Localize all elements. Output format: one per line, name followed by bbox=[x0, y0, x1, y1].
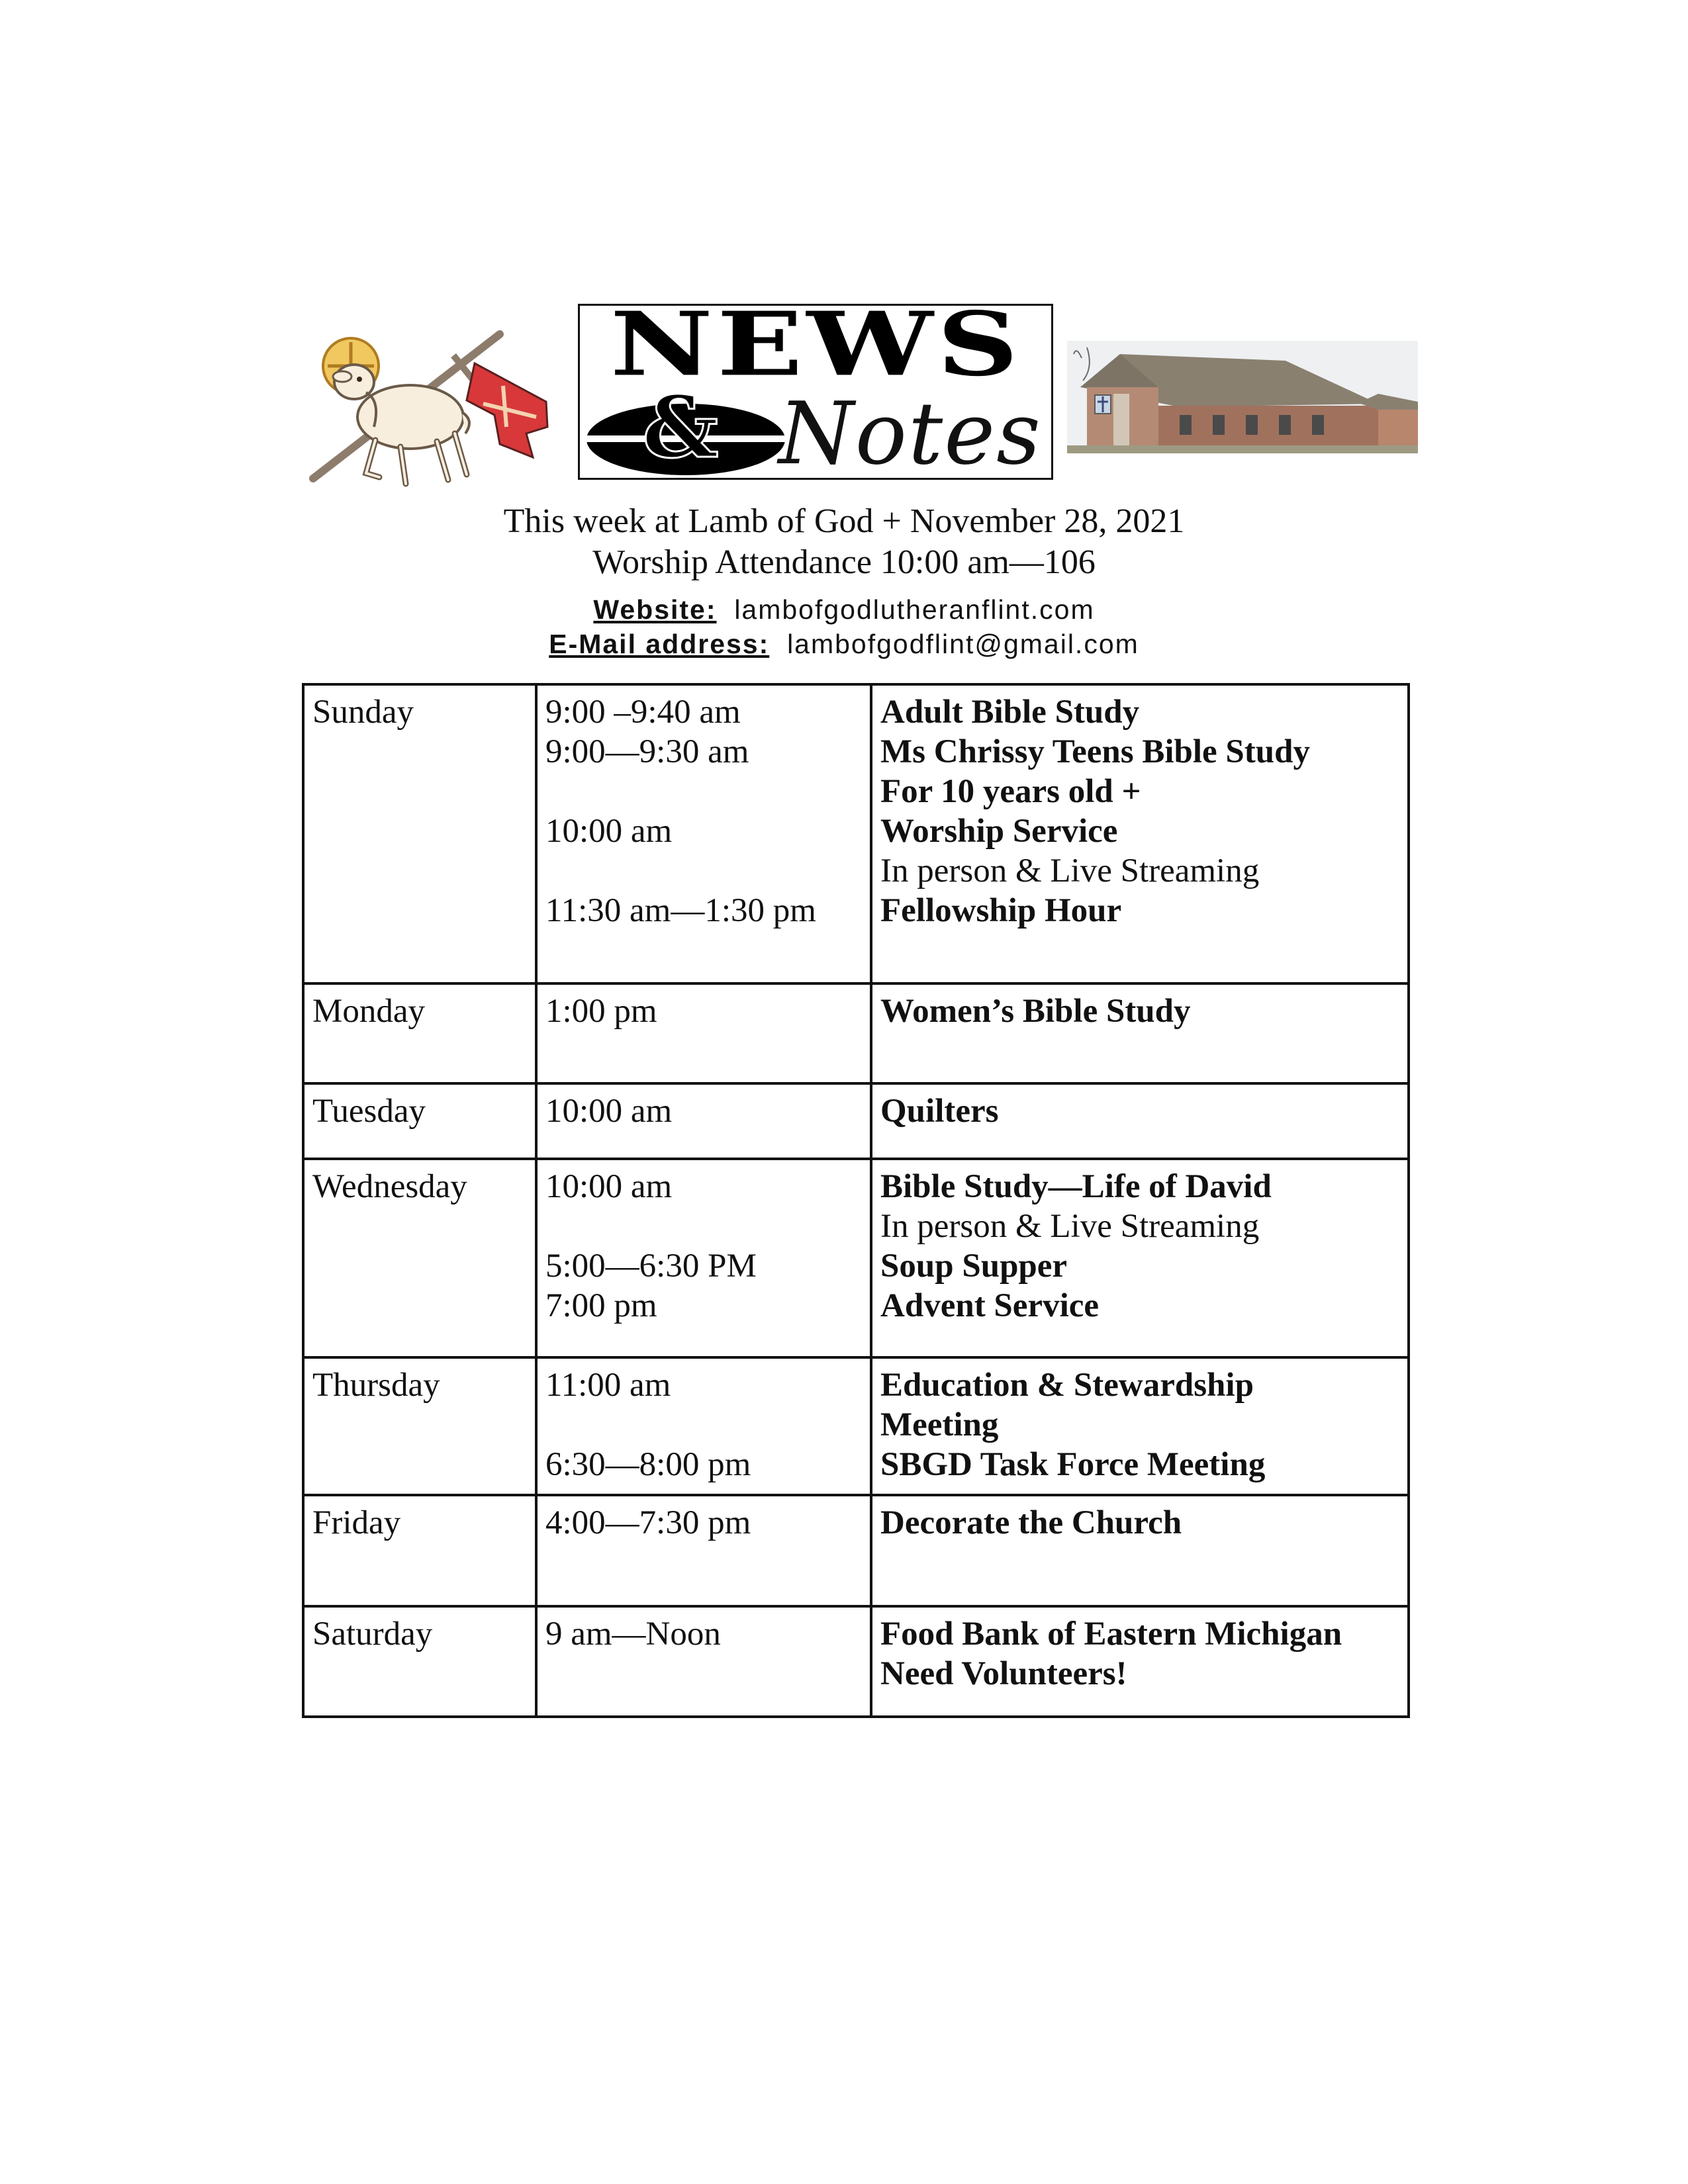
table-row-saturday bbox=[303, 1606, 1409, 1717]
event-entry: Ms Chrissy Teens Bible Study bbox=[880, 733, 1311, 770]
time-entry: 6:30—8:00 pm bbox=[545, 1446, 751, 1483]
event-entry: Adult Bible Study bbox=[880, 694, 1140, 731]
masthead-ampersand: & bbox=[642, 378, 719, 477]
day-label: Sunday bbox=[312, 694, 414, 731]
time-cell bbox=[536, 1606, 871, 1717]
email-value[interactable]: lambofgodflint@gmail.com bbox=[787, 629, 1139, 659]
worship-attendance: Worship Attendance 10:00 am—106 bbox=[592, 543, 1096, 581]
event-entry: Food Bank of Eastern Michigan bbox=[880, 1615, 1342, 1653]
event-entry: Bible Study—Life of David bbox=[880, 1168, 1272, 1205]
time-cell bbox=[536, 1357, 871, 1495]
church-building-photo bbox=[1067, 341, 1418, 453]
event-entry: SBGD Task Force Meeting bbox=[880, 1446, 1266, 1483]
event-cell bbox=[871, 1495, 1409, 1606]
day-cell bbox=[303, 1606, 536, 1717]
news-and-notes-masthead bbox=[578, 304, 1053, 480]
event-cell bbox=[871, 1083, 1409, 1159]
lamb-of-god-emblem bbox=[301, 328, 573, 496]
time-entry: 7:00 pm bbox=[545, 1287, 657, 1324]
time-entry: 9:00—9:30 am bbox=[545, 733, 749, 770]
time-entry: 10:00 am bbox=[545, 813, 673, 850]
time-entry: 9 am—Noon bbox=[545, 1615, 721, 1653]
day-label: Monday bbox=[312, 993, 425, 1030]
time-entry: 10:00 am bbox=[545, 1093, 673, 1130]
event-note: In person & Live Streaming bbox=[880, 852, 1260, 889]
time-entry: 11:30 am—1:30 pm bbox=[545, 892, 816, 929]
table-row-thursday bbox=[303, 1357, 1409, 1495]
table-row-monday bbox=[303, 983, 1409, 1083]
day-label: Saturday bbox=[312, 1615, 433, 1653]
event-cell bbox=[871, 684, 1409, 983]
event-cell bbox=[871, 1606, 1409, 1717]
event-entry: Fellowship Hour bbox=[880, 892, 1122, 929]
time-cell bbox=[536, 684, 871, 983]
day-label: Friday bbox=[312, 1504, 401, 1541]
event-entry: Decorate the Church bbox=[880, 1504, 1182, 1541]
day-label: Tuesday bbox=[312, 1093, 426, 1130]
event-cell bbox=[871, 983, 1409, 1083]
time-entry: 9:00 –9:40 am bbox=[545, 694, 741, 731]
website-label: Website: bbox=[593, 594, 717, 625]
day-cell bbox=[303, 1159, 536, 1357]
time-entry: 1:00 pm bbox=[545, 993, 657, 1030]
event-note: In person & Live Streaming bbox=[880, 1208, 1260, 1245]
day-cell bbox=[303, 1357, 536, 1495]
table-row-friday bbox=[303, 1495, 1409, 1606]
day-label: Thursday bbox=[312, 1367, 440, 1404]
day-cell bbox=[303, 1083, 536, 1159]
event-entry: Advent Service bbox=[880, 1287, 1100, 1324]
time-entry: 4:00—7:30 pm bbox=[545, 1504, 751, 1541]
time-entry: 5:00—6:30 PM bbox=[545, 1248, 757, 1285]
event-entry: Women’s Bible Study bbox=[880, 993, 1191, 1030]
event-entry: For 10 years old + bbox=[880, 773, 1141, 810]
masthead-notes: Notes bbox=[778, 383, 1042, 480]
email-line bbox=[0, 629, 1688, 660]
website-line bbox=[0, 594, 1688, 625]
time-entry: 11:00 am bbox=[545, 1367, 671, 1404]
event-cell bbox=[871, 1357, 1409, 1495]
day-label: Wednesday bbox=[312, 1168, 467, 1205]
time-cell bbox=[536, 983, 871, 1083]
email-label: E-Mail address: bbox=[549, 629, 770, 659]
time-cell bbox=[536, 1159, 871, 1357]
website-value[interactable]: lambofgodlutheranflint.com bbox=[734, 594, 1095, 625]
time-cell bbox=[536, 1495, 871, 1606]
day-cell bbox=[303, 684, 536, 983]
masthead-news: NEWS bbox=[610, 304, 1023, 396]
event-entry: Need Volunteers! bbox=[880, 1655, 1127, 1692]
event-entry: Soup Supper bbox=[880, 1248, 1068, 1285]
day-cell bbox=[303, 983, 536, 1083]
table-row-wednesday bbox=[303, 1159, 1409, 1357]
week-title: This week at Lamb of God + November 28, 2021 bbox=[503, 502, 1185, 540]
time-cell bbox=[536, 1083, 871, 1159]
day-cell bbox=[303, 1495, 536, 1606]
table-row-sunday bbox=[303, 684, 1409, 983]
event-entry: Quilters bbox=[880, 1093, 999, 1130]
time-entry: 10:00 am bbox=[545, 1168, 673, 1205]
event-cell bbox=[871, 1159, 1409, 1357]
weekly-schedule-table bbox=[302, 683, 1410, 1718]
event-entry: Meeting bbox=[880, 1406, 999, 1443]
event-entry: Education & Stewardship bbox=[880, 1367, 1254, 1404]
table-row-tuesday bbox=[303, 1083, 1409, 1159]
event-entry: Worship Service bbox=[880, 813, 1118, 850]
